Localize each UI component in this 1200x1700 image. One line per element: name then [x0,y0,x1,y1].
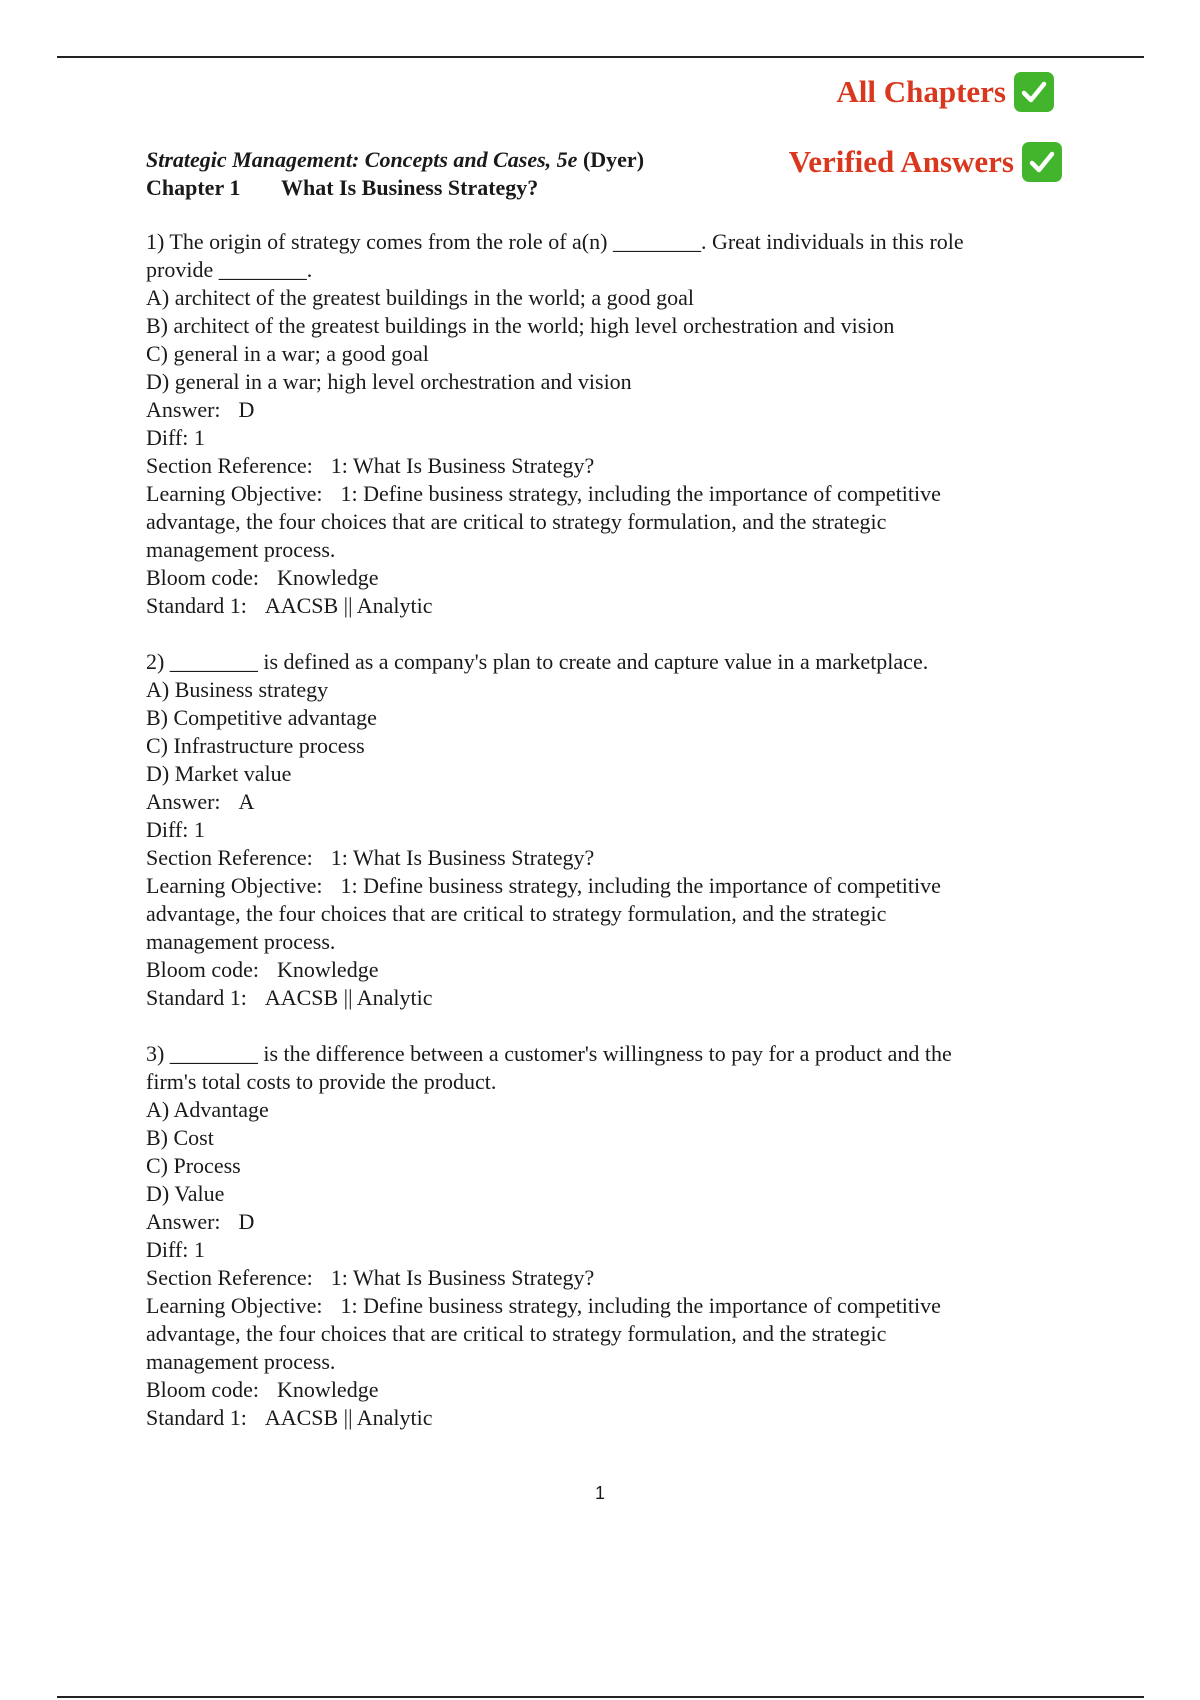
standard [146,984,1066,1012]
bloom-value: Knowledge [277,1377,379,1402]
difficulty: Diff: 1 [146,1237,205,1262]
standard-label: Standard 1: [146,985,247,1010]
answer-label: Answer: [146,397,221,422]
lo-label: Learning Objective: [146,1293,323,1318]
bloom-value: Knowledge [277,565,379,590]
section-label: Section Reference: [146,845,313,870]
learning-objective [146,1292,1066,1320]
learning-objective-cont: advantage, the four choices that are critical to strategy formulation, and the strategic [146,509,887,534]
answer-line [146,1208,1066,1236]
book-title-line [146,146,644,174]
question-stem: provide ________. [146,257,313,282]
learning-objective-cont: management process. [146,537,336,562]
standard-value: AACSB || Analytic [264,985,433,1010]
page-number: 1 [594,1483,605,1503]
difficulty: Diff: 1 [146,425,205,450]
question-stem: 3) ________ is the difference between a customer's willingness to pay for a product and the [146,1041,952,1066]
answer-option: D) general in a war; high level orchestration and vision [146,369,632,394]
answer-value: A [238,789,255,814]
answer-option: A) Business strategy [146,677,329,702]
lo-text: 1: Define business strategy, including the importance of competitive [340,1293,941,1318]
standard-label: Standard 1: [146,1405,247,1430]
question-item [146,1040,1066,1432]
section-label: Section Reference: [146,453,313,478]
answer-option: D) Value [146,1181,225,1206]
section-value: 1: What Is Business Strategy? [330,1265,595,1290]
verified-answers-badge [789,142,1062,182]
learning-objective-cont: advantage, the four choices that are critical to strategy formulation, and the strategic [146,901,887,926]
section-label: Section Reference: [146,1265,313,1290]
bloom-code [146,956,1066,984]
question-stem: 1) The origin of strategy comes from the role of a(n) ________. Great individuals in this role [146,229,964,254]
chapter-label: Chapter 1 [146,175,241,200]
question-list [146,228,1066,1460]
answer-option: C) Process [146,1153,241,1178]
lo-label: Learning Objective: [146,873,323,898]
section-value: 1: What Is Business Strategy? [330,453,595,478]
verified-answers-label: Verified Answers [788,144,1014,179]
answer-option: A) Advantage [146,1097,269,1122]
answer-value: D [238,1209,255,1234]
bloom-value: Knowledge [277,957,379,982]
answer-line [146,396,1066,424]
learning-objective-cont: advantage, the four choices that are critical to strategy formulation, and the strategic [146,1321,887,1346]
bloom-code [146,564,1066,592]
section-reference [146,452,1066,480]
learning-objective [146,480,1066,508]
learning-objective [146,872,1066,900]
standard [146,1404,1066,1432]
answer-label: Answer: [146,1209,221,1234]
lo-text: 1: Define business strategy, including the importance of competitive [340,873,941,898]
book-author: (Dyer) [582,147,645,172]
section-reference [146,844,1066,872]
learning-objective-cont: management process. [146,929,336,954]
standard-label: Standard 1: [146,593,247,618]
difficulty: Diff: 1 [146,817,205,842]
section-value: 1: What Is Business Strategy? [330,845,595,870]
all-chapters-badge [836,72,1054,112]
question-item [146,228,1066,620]
document-header [146,146,644,202]
bloom-code [146,1376,1066,1404]
answer-option: C) general in a war; a good goal [146,341,429,366]
question-stem: firm's total costs to provide the product. [146,1069,497,1094]
answer-option: B) architect of the greatest buildings in the world; high level orchestration and vision [146,313,895,338]
section-reference [146,1264,1066,1292]
lo-text: 1: Define business strategy, including the importance of competitive [340,481,941,506]
learning-objective-cont: management process. [146,1349,336,1374]
chapter-title: What Is Business Strategy? [281,175,539,200]
top-rule [57,56,1144,58]
standard [146,592,1066,620]
check-box-icon [1014,72,1054,112]
all-chapters-label: All Chapters [836,74,1006,109]
answer-option: D) Market value [146,761,292,786]
answer-label: Answer: [146,789,221,814]
chapter-line [146,174,644,202]
bloom-label: Bloom code: [146,565,260,590]
answer-value: D [238,397,255,422]
bottom-rule [57,1696,1144,1698]
answer-option: C) Infrastructure process [146,733,365,758]
answer-option: B) Competitive advantage [146,705,377,730]
question-item [146,648,1066,1012]
question-stem: 2) ________ is defined as a company's plan to create and capture value in a marketplace. [146,649,929,674]
standard-value: AACSB || Analytic [264,1405,433,1430]
lo-label: Learning Objective: [146,481,323,506]
answer-option: A) architect of the greatest buildings in the world; a good goal [146,285,695,310]
bloom-label: Bloom code: [146,957,260,982]
check-box-icon [1022,142,1062,182]
answer-line [146,788,1066,816]
standard-value: AACSB || Analytic [264,593,433,618]
bloom-label: Bloom code: [146,1377,260,1402]
answer-option: B) Cost [146,1125,214,1150]
book-title: Strategic Management: Concepts and Cases, 5e [146,147,578,172]
